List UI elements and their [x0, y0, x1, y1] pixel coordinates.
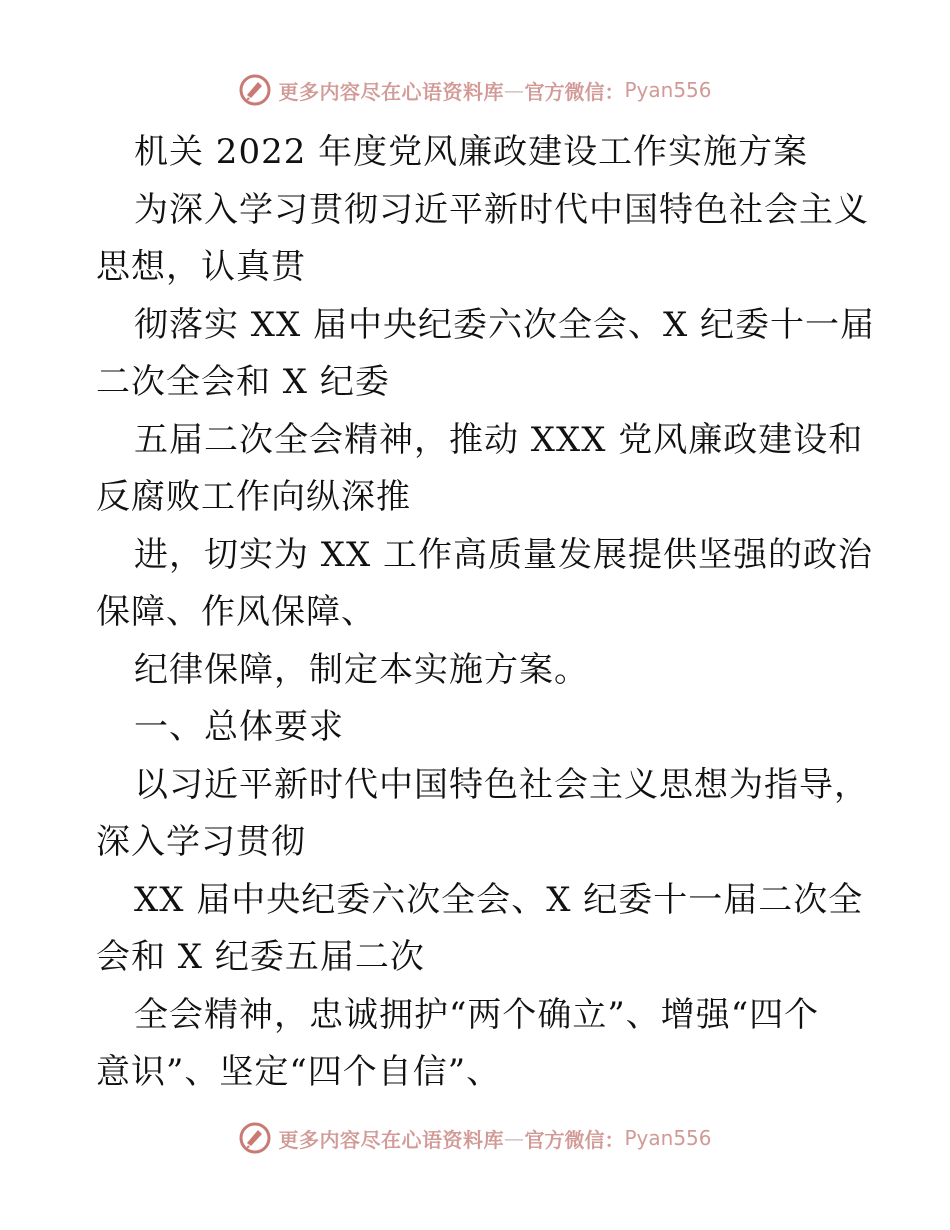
watermark-dash: —: [503, 1126, 525, 1150]
paragraph-line: 保障、作风保障、: [96, 592, 376, 632]
paragraph-line: 反腐败工作向纵深推: [96, 477, 411, 517]
watermark-official: 官方微信：: [524, 1127, 625, 1152]
paragraph-line: 为深入学习贯彻习近平新时代中国特色社会主义: [134, 189, 869, 230]
watermark-official: 官方微信：: [524, 79, 625, 104]
brand-logo-icon: [238, 73, 272, 107]
watermark-dash: —: [503, 78, 525, 102]
paragraph-line: 进，切实为 XX 工作高质量发展提供坚强的政治: [134, 534, 874, 575]
paragraph-line: 彻落实 XX 届中央纪委六次全会、X 纪委十一届: [134, 304, 876, 345]
watermark-text: 更多内容尽在心语资料库: [278, 79, 504, 104]
watermark-header: [0, 70, 950, 110]
paragraph-line: 意识”、坚定“四个自信”、: [96, 1052, 502, 1092]
watermark-footer: [0, 1118, 950, 1158]
paragraph-line: 深入学习贯彻: [96, 822, 306, 862]
paragraph-line: XX 届中央纪委六次全会、X 纪委十一届二次全: [134, 879, 864, 920]
paragraph-line: 思想，认真贯: [96, 247, 306, 287]
paragraph-line: 全会精神，忠诚拥护“两个确立”、增强“四个: [134, 994, 820, 1035]
watermark-id: Pyan556: [624, 1126, 712, 1150]
document-title-line: 机关 2022 年度党风廉政建设工作实施方案: [134, 132, 809, 172]
document-body: [96, 124, 876, 1102]
watermark-text: 更多内容尽在心语资料库: [278, 1127, 504, 1152]
brand-logo-icon: [238, 1121, 272, 1155]
paragraph-line: 二次全会和 X 纪委: [96, 362, 390, 402]
paragraph-line: 五届二次全会精神，推动 XXX 党风廉政建设和: [134, 419, 864, 460]
paragraph-line: 会和 X 纪委五届二次: [96, 937, 425, 977]
paragraph-line: 以习近平新时代中国特色社会主义思想为指导，: [134, 764, 869, 805]
section-heading: 一、总体要求: [134, 707, 344, 747]
watermark-id: Pyan556: [624, 78, 712, 102]
paragraph-line: 纪律保障，制定本实施方案。: [134, 649, 589, 690]
